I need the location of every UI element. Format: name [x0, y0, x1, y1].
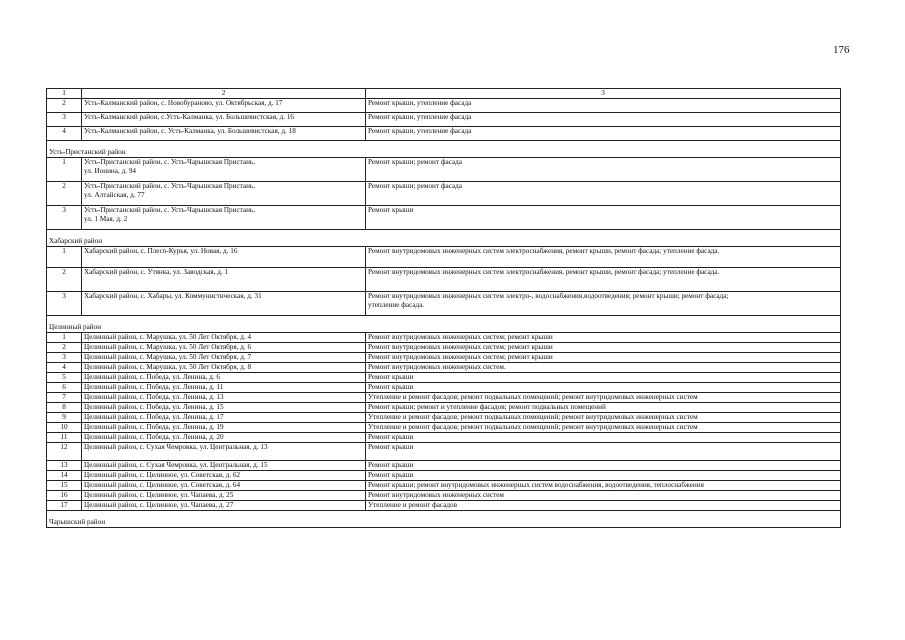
- work-cell: Ремонт внутридомовых инженерных систем: [366, 491, 841, 501]
- header-col-3: 3: [366, 89, 841, 99]
- address-cell: Целинный район, с. Целинное, ул. Чапаева, д. 25: [82, 491, 366, 501]
- row-number: 2: [47, 268, 82, 292]
- address-cell: Хабарский район, с. Плесо-Курья, ул. Новая, д. 16: [82, 247, 366, 268]
- address-cell: Целинный район, с. Победа, ул. Ленина, д. 20: [82, 433, 366, 443]
- work-cell: Ремонт внутридомовых инженерных систем электро-, водоснабжения,водоотведения; ремонт крыши; ремонт фасада; утепление фасада.: [366, 292, 841, 316]
- address-cell: Усть-Калманский район, с. Новобураново, ул. Октябрьская, д. 17: [82, 99, 366, 113]
- table-row: [47, 403, 841, 413]
- work-cell: Ремонт крыши; ремонт внутридомовых инженерных систем водоснабжения, водоотведения, теплоснабжения: [366, 481, 841, 491]
- address-cell: Хабарский район, с. Хабары, ул. Коммунистическая, д. 31: [82, 292, 366, 316]
- work-cell: Ремонт внутридомовых инженерных систем; ремонт крыши: [366, 333, 841, 343]
- row-number: 4: [47, 363, 82, 373]
- row-number: 11: [47, 433, 82, 443]
- table-row: [47, 292, 841, 316]
- section-heading-row: [47, 230, 841, 247]
- section-title: Чарышский район: [47, 511, 841, 528]
- address-cell: Целинный район, с. Целинное, ул. Чапаева, д. 27: [82, 501, 366, 511]
- address-cell: Целинный район, с. Победа, ул. Ленина, д. 13: [82, 393, 366, 403]
- address-cell: Целинный район, с. Победа, ул. Ленина, д. 11: [82, 383, 366, 393]
- row-number: 1: [47, 158, 82, 182]
- work-cell: Ремонт внутридомовых инженерных систем; ремонт крыши: [366, 353, 841, 363]
- work-cell: Ремонт внутридомовых инженерных систем.: [366, 363, 841, 373]
- row-number: 3: [47, 206, 82, 230]
- row-number: 9: [47, 413, 82, 423]
- section-heading-row: [47, 511, 841, 528]
- table-row: [47, 113, 841, 127]
- row-number: 13: [47, 461, 82, 471]
- section-title: Усть-Пристанский район: [47, 141, 841, 158]
- row-number: 4: [47, 127, 82, 141]
- work-cell: Ремонт крыши: [366, 443, 841, 461]
- row-number: 14: [47, 471, 82, 481]
- address-cell: Усть-Пристанский район, с. Усть-Чарышская Пристань, ул. Ионина, д. 94: [82, 158, 366, 182]
- page-number: 176: [833, 44, 850, 56]
- address-cell: Целинный район, с. Победа, ул. Ленина, д. 19: [82, 423, 366, 433]
- address-cell: Целинный район, с. Победа, ул. Ленина, д. 17: [82, 413, 366, 423]
- table-row: [47, 461, 841, 471]
- work-cell: Ремонт крыши: [366, 383, 841, 393]
- table-row: [47, 333, 841, 343]
- table-header-row: [47, 89, 841, 99]
- address-cell: Целинный район, с. Марушка, ул. 50 Лет Октября, д. 8: [82, 363, 366, 373]
- repair-program-table: [46, 88, 841, 528]
- address-cell: Усть-Пристанский район, с. Усть-Чарышская Пристань, ул. 1 Мая, д. 2: [82, 206, 366, 230]
- address-cell: Целинный район, с. Целинное, ул. Советская, д. 62: [82, 471, 366, 481]
- work-cell: Ремонт крыши: [366, 433, 841, 443]
- work-cell: Ремонт внутридомовых инженерных систем электроснабжения, ремонт крыши, ремонт фасада; утепление фасада.: [366, 268, 841, 292]
- work-cell: Ремонт крыши; ремонт фасада: [366, 182, 841, 206]
- table-row: [47, 413, 841, 423]
- table-row: [47, 99, 841, 113]
- table-row: [47, 363, 841, 373]
- work-cell: Утепление и ремонт фасадов; ремонт подвальных помещений; ремонт внутридомовых инженерных систем: [366, 393, 841, 403]
- table-row: [47, 471, 841, 481]
- table-row: [47, 393, 841, 403]
- address-cell: Целинный район, с. Победа, ул. Ленина, д. 6: [82, 373, 366, 383]
- work-cell: Ремонт крыши, утепление фасада: [366, 113, 841, 127]
- work-cell: Ремонт внутридомовых инженерных систем; ремонт крыши: [366, 343, 841, 353]
- table-row: [47, 433, 841, 443]
- work-cell: Ремонт крыши, утепление фасада: [366, 99, 841, 113]
- row-number: 3: [47, 113, 82, 127]
- table-row: [47, 481, 841, 491]
- address-cell: Целинный район, с. Марушка, ул. 50 Лет Октября, д. 4: [82, 333, 366, 343]
- work-cell: Ремонт крыши; ремонт и утепление фасадов; ремонт подвальных помещений: [366, 403, 841, 413]
- table-row: [47, 443, 841, 461]
- table-row: [47, 182, 841, 206]
- address-cell: Усть-Калманский район, с. Усть-Калманка, ул. Большевистская, д. 18: [82, 127, 366, 141]
- address-cell: Усть-Пристанский район, с. Усть-Чарышская Пристань, ул. Алтайская, д. 77: [82, 182, 366, 206]
- row-number: 8: [47, 403, 82, 413]
- work-cell: Утепление и ремонт фасадов: [366, 501, 841, 511]
- header-col-1: 1: [47, 89, 82, 99]
- table-row: [47, 206, 841, 230]
- table-row: [47, 501, 841, 511]
- address-cell: Целинный район, с. Марушка, ул. 50 Лет Октября, д. 7: [82, 353, 366, 363]
- address-cell: Целинный район, с. Целинное, ул. Советская, д. 64: [82, 481, 366, 491]
- section-heading-row: [47, 316, 841, 333]
- table-row: [47, 247, 841, 268]
- row-number: 2: [47, 343, 82, 353]
- work-cell: Ремонт крыши: [366, 471, 841, 481]
- address-cell: Целинный район, с. Сухая Чемровка, ул. Центральная, д. 15: [82, 461, 366, 471]
- work-cell: Ремонт крыши: [366, 461, 841, 471]
- section-heading-row: [47, 141, 841, 158]
- address-cell: Целинный район, с. Сухая Чемровка, ул. Центральная, д. 13: [82, 443, 366, 461]
- table-row: [47, 383, 841, 393]
- table-row: [47, 491, 841, 501]
- section-title: Целинный район: [47, 316, 841, 333]
- row-number: 15: [47, 481, 82, 491]
- header-col-2: 2: [82, 89, 366, 99]
- section-title: Хабарский район: [47, 230, 841, 247]
- work-cell: Ремонт внутридомовых инженерных систем электроснабжения, ремонт крыши, ремонт фасада; утепление фасада.: [366, 247, 841, 268]
- row-number: 16: [47, 491, 82, 501]
- table-row: [47, 353, 841, 363]
- address-cell: Целинный район, с. Марушка, ул. 50 Лет Октября, д. 6: [82, 343, 366, 353]
- work-cell: Ремонт крыши; ремонт фасада: [366, 158, 841, 182]
- table-row: [47, 158, 841, 182]
- row-number: 1: [47, 333, 82, 343]
- address-cell: Целинный район, с. Победа, ул. Ленина, д. 15: [82, 403, 366, 413]
- row-number: 3: [47, 292, 82, 316]
- address-cell: Хабарский район, с. Утянка, ул. Заводская, д. 1: [82, 268, 366, 292]
- table-row: [47, 127, 841, 141]
- address-cell: Усть-Калманский район, с.Усть-Калманка, ул. Большевистская, д. 16: [82, 113, 366, 127]
- row-number: 17: [47, 501, 82, 511]
- row-number: 10: [47, 423, 82, 433]
- work-cell: Утепление и ремонт фасадов; ремонт подвальных помещений; ремонт внутридомовых инженерных систем: [366, 413, 841, 423]
- work-cell: Утепление и ремонт фасадов; ремонт подвальных помещений; ремонт внутридомовых инженерных систем: [366, 423, 841, 433]
- work-cell: Ремонт крыши, утепление фасада: [366, 127, 841, 141]
- table-row: [47, 423, 841, 433]
- row-number: 6: [47, 383, 82, 393]
- row-number: 7: [47, 393, 82, 403]
- row-number: 2: [47, 182, 82, 206]
- table-row: [47, 373, 841, 383]
- row-number: 12: [47, 443, 82, 461]
- work-cell: Ремонт крыши: [366, 206, 841, 230]
- row-number: 5: [47, 373, 82, 383]
- row-number: 1: [47, 247, 82, 268]
- row-number: 2: [47, 99, 82, 113]
- row-number: 3: [47, 353, 82, 363]
- table-row: [47, 343, 841, 353]
- table-row: [47, 268, 841, 292]
- work-cell: Ремонт крыши: [366, 373, 841, 383]
